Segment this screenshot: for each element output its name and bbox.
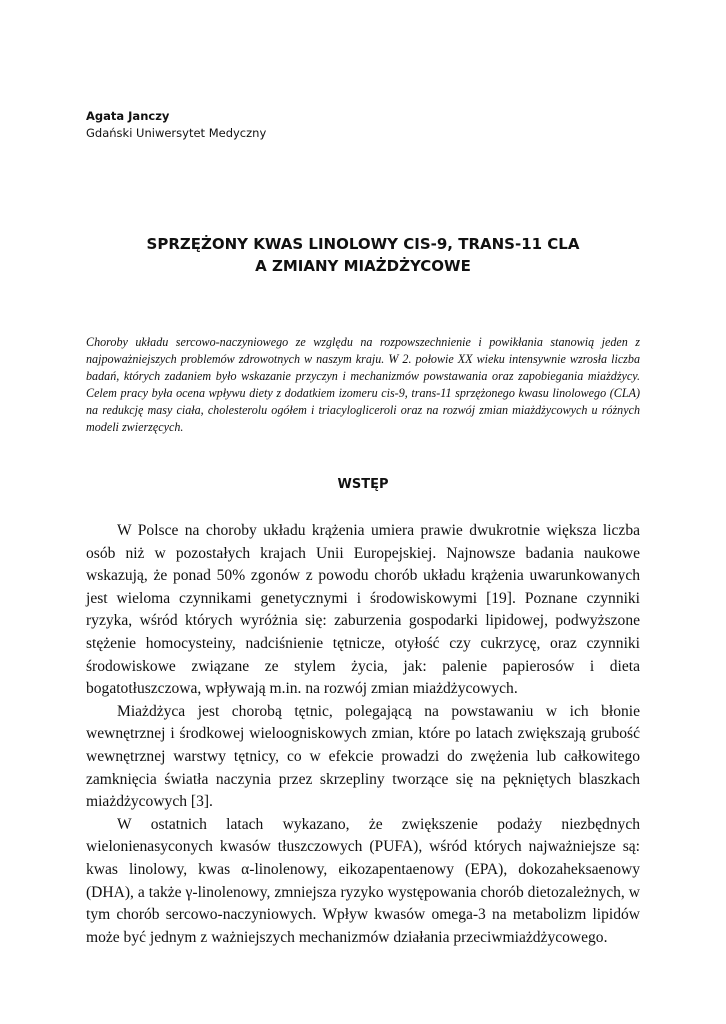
body-paragraph-1: W Polsce na choroby układu krążenia umiera prawie dwukrotnie większa liczba osób niż w pozostałych krajach Unii Europejskiej. Najnowsze badania naukowe wskazują, że ponad 50% zgonów z powodu chorób układu krążenia uwarunkowanych jest wieloma czynnikami genetycznymi i środowiskowymi [19]. Poznane czynniki ryzyka, wśród których wyróżnia się: zaburzenia gospodarki lipidowej, podwyższone stężenie homocysteiny, nadciśnienie tętnicze, otyłość czy cukrzycę, oraz czynniki środowiskowe związane ze stylem życia, jak: palenie papierosów i dieta bogatotłuszczowa, wpływają m.in. na rozwój zmian miażdżycowych. (86, 522, 640, 698)
author-block (86, 108, 266, 142)
author-name: Agata Janczy (86, 109, 170, 123)
abstract: Choroby układu sercowo-naczyniowego ze względu na rozpowszechnienie i powikłania stanowią jeden z najpoważniejszych problemów zdrowotnych w naszym kraju. W 2. połowie XX wieku intensywnie wzrosła liczba badań, których zadaniem było wskazanie przyczyn i mechanizmów powstawania oraz zapobiegania miażdżycy. Celem pracy była ocena wpływu diety z dodatkiem izomeru cis-9, trans-11 sprzężonego kwasu linolowego (CLA) na redukcję masy ciała, cholesterolu ogółem i triacylogliceroli oraz na rozwój zmian miażdżycowych u różnych modeli zwierzęcych. (86, 335, 640, 434)
section-heading: WSTĘP (337, 477, 389, 492)
title-line-2: A ZMIANY MIAŻDŻYCOWE (255, 257, 471, 275)
author-affiliation: Gdański Uniwersytet Medyczny (86, 126, 267, 140)
body-paragraph-2: Miażdżyca jest chorobą tętnic, polegającą na powstawaniu w ich błonie wewnętrznej i środkowej wieloogniskowych zmian, które po latach zwiększają grubość wewnętrznej warstwy tętnicy, co w efekcie prowadzi do zwężenia lub całkowitego zamknięcia światła naczynia przez skrzepliny tworzące się na pękniętych blaszkach miażdżycowych [3]. (86, 702, 640, 811)
body-paragraph-3: W ostatnich latach wykazano, że zwiększenie podaży niezbędnych wielonienasyconych kwasów tłuszczowych (PUFA), wśród których najważniejsze są: kwas linolowy, kwas α-linolenowy, eikozapentaenowy (EPA), dokozaheksaenowy (DHA), a także γ-linolenowy, zmniejsza ryzyko występowania chorób dietozależnych, w tym chorób sercowo-naczyniowych. Wpływ kwasów omega-3 na metabolizm lipidów może być jednym z ważniejszych mechanizmów działania przeciwmiażdżycowego. (86, 815, 640, 946)
article-title (86, 233, 640, 277)
title-line-1: SPRZĘŻONY KWAS LINOLOWY CIS-9, TRANS-11 CLA (146, 235, 580, 253)
section-body (86, 520, 640, 949)
